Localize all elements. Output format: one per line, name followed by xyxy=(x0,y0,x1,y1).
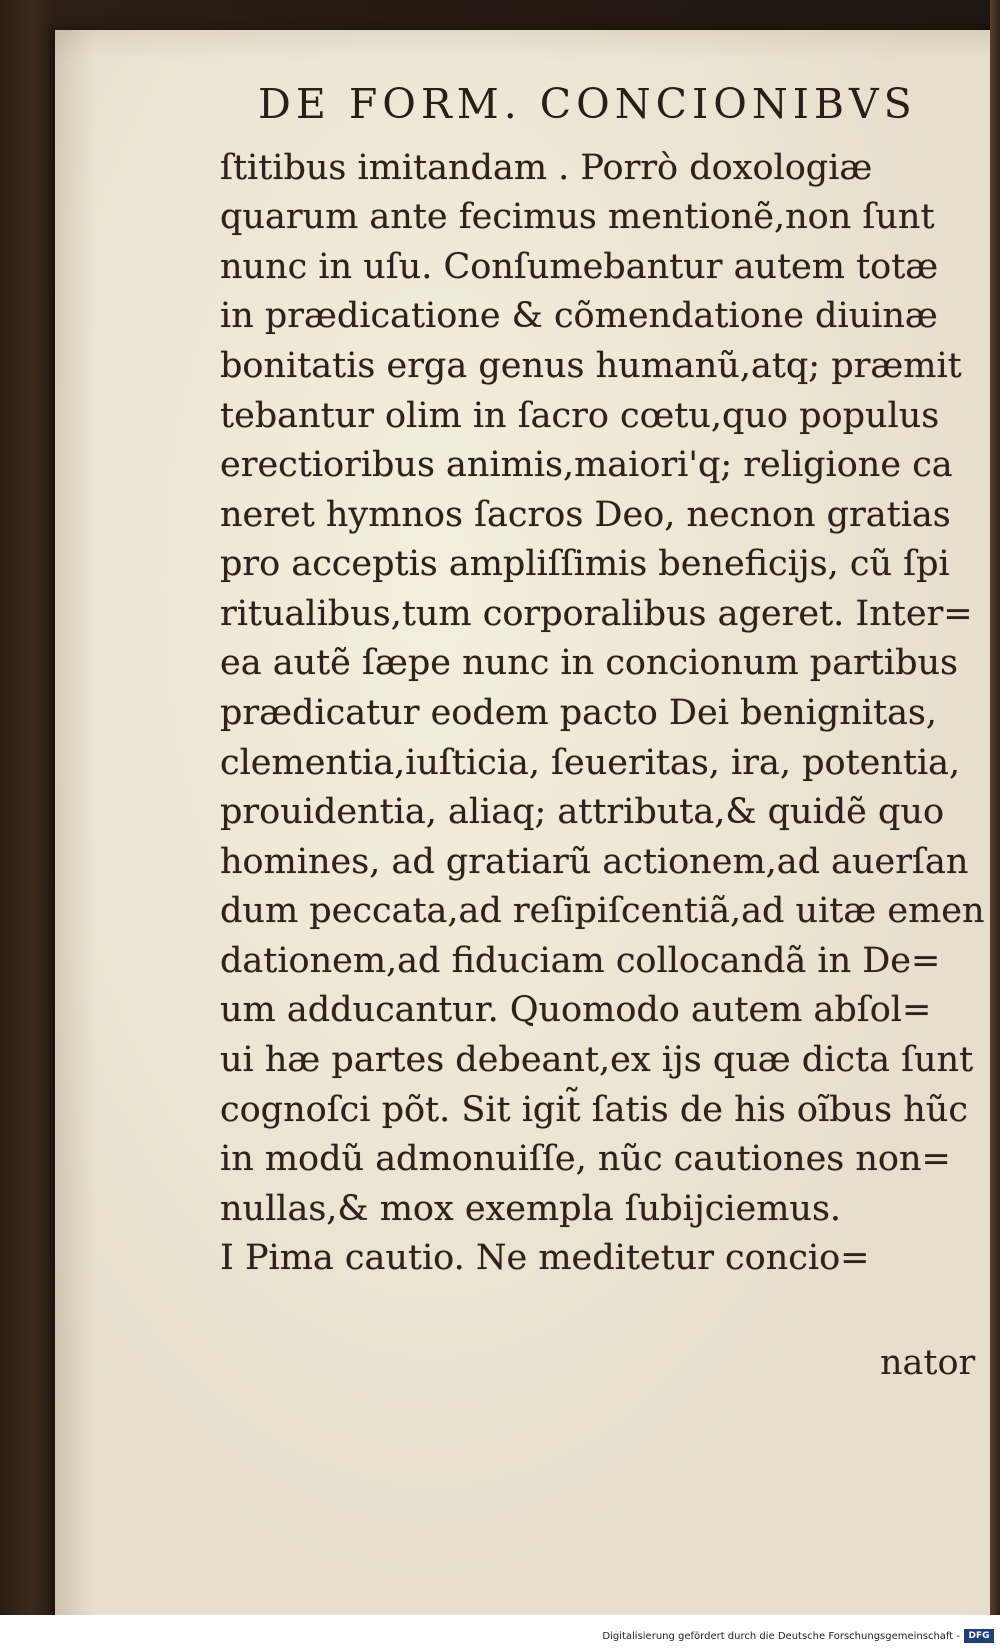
text-line: quarum ante fecimus mentionẽ,non ſunt xyxy=(220,197,935,237)
text-line: clementia,iuſticia, ſeueritas, ira, potentia, xyxy=(220,743,961,783)
text-line: nunc in uſu. Conſumebantur autem totæ xyxy=(220,247,939,287)
text-line: ui hæ partes debeant,ex ijs quæ dicta ſunt xyxy=(220,1040,974,1080)
catchword: nator xyxy=(880,1343,976,1383)
text-line: prouidentia, aliaq; attributa,& quidẽ quo xyxy=(220,792,945,832)
text-line: dationem,ad fiduciam collocandã in De= xyxy=(220,941,941,981)
text-line: I Pima cautio. Ne meditetur concio= xyxy=(220,1238,870,1278)
text-line: um adducantur. Quomodo autem abſol= xyxy=(220,990,932,1030)
text-line: in modũ admonuiſſe, nũc cautiones non= xyxy=(220,1139,951,1179)
text-line: dum peccata,ad reſipiſcentiã,ad uitæ emen xyxy=(220,891,985,931)
running-head: DE FORM. CONCIONIBVS xyxy=(258,80,917,128)
text-line: prædicatur eodem pacto Dei benignitas, xyxy=(220,693,938,733)
funding-credit: Digitalisierung gefördert durch die Deutsche Forschungsgemeinschaft - xyxy=(602,1631,960,1642)
text-line: in prædicatione & cõmendatione diuinæ xyxy=(220,296,938,336)
text-line: homines, ad gratiarũ actionem,ad auerſan xyxy=(220,842,969,882)
text-line: bonitatis erga genus humanũ,atq; præmit xyxy=(220,346,962,386)
text-line: cognoſci põt. Sit igit̃ ſatis de his oĩbus hũc xyxy=(220,1090,968,1130)
text-line: tebantur olim in ſacro cœtu,quo populus xyxy=(220,396,940,436)
text-line: ea autẽ ſæpe nunc in concionum partibus xyxy=(220,643,958,683)
text-line: ritualibus,tum corporalibus ageret. Inter= xyxy=(220,594,973,634)
text-line: erectioribus animis,maiori'q; religione ca xyxy=(220,445,953,485)
text-line: ſtitibus imitandam . Porrò doxologiæ xyxy=(220,148,873,188)
digitization-footer xyxy=(0,1615,1000,1649)
text-line: pro acceptis ampliſſimis beneficijs, cũ ſpi xyxy=(220,544,950,584)
text-line: neret hymnos ſacros Deo, necnon gratias xyxy=(220,495,951,535)
text-line: nullas,& mox exempla ſubijciemus. xyxy=(220,1189,842,1229)
dfg-logo: DFG xyxy=(964,1629,994,1643)
